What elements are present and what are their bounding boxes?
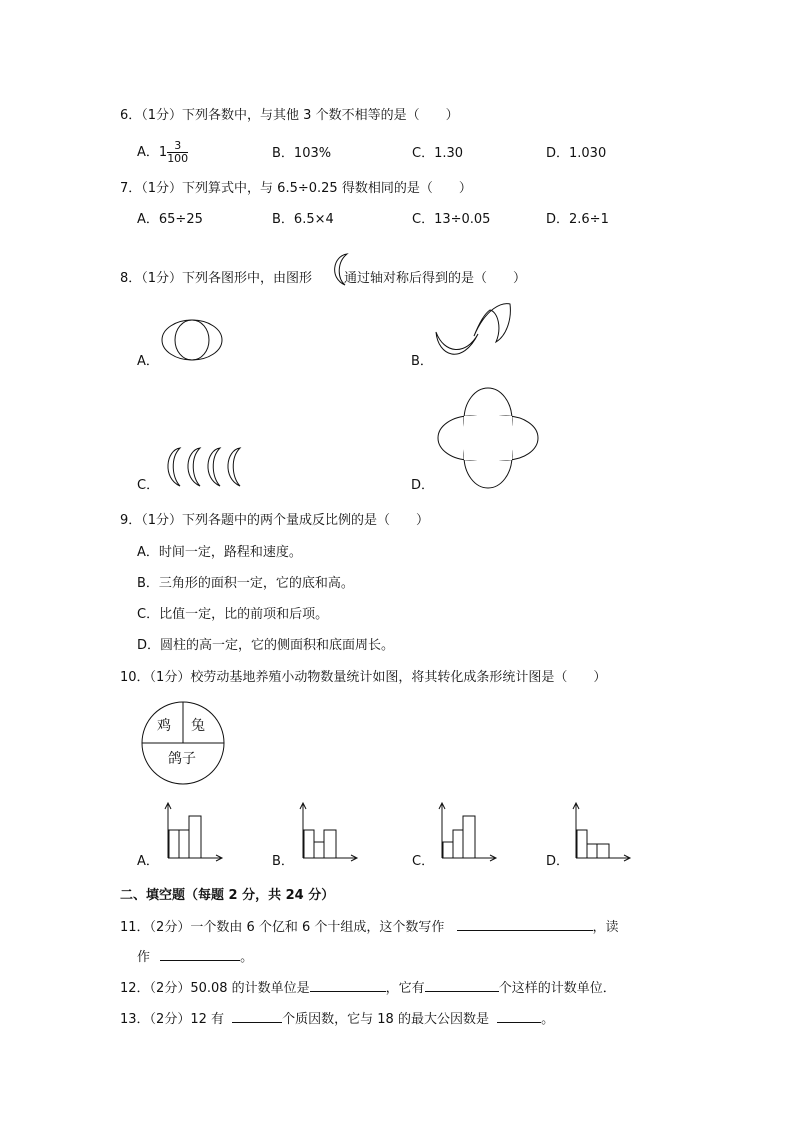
question-10-option-a[interactable]: A． — [137, 854, 159, 869]
option-d-four-petal-figure[interactable] — [436, 386, 540, 490]
question-11-text: 11．（2分）一个数由 6 个亿和 6 个十组成，这个数写作 — [120, 920, 445, 935]
question-11-read-text: 作 — [137, 950, 151, 965]
option-b-bar-chart[interactable] — [295, 800, 361, 864]
option-a-bar-chart[interactable] — [160, 800, 226, 864]
section-2-heading: 二、填空题（每题 2 分，共 24 分） — [120, 888, 335, 903]
question-11-end: 。 — [240, 950, 254, 965]
question-10-stem: 10．（1分）校劳动基地养殖小动物数量统计如图，将其转化成条形统计图是（ ） — [120, 670, 607, 685]
fraction-numerator: 3 — [167, 140, 188, 153]
question-10-option-b[interactable]: B． — [272, 854, 294, 869]
question-9-option-b[interactable]: B．三角形的面积一定，它的底和高。 — [137, 576, 354, 591]
question-6-option-a[interactable] — [137, 140, 188, 165]
option-label: A． — [137, 145, 159, 160]
question-13-end: 。 — [541, 1012, 555, 1027]
question-6-option-c[interactable]: C．1.30 — [412, 146, 464, 161]
pie-chart-figure — [140, 700, 226, 786]
question-9-option-d[interactable]: D．圆柱的高一定，它的侧面积和底面周长。 — [137, 638, 395, 653]
question-11-line-1 — [120, 916, 619, 935]
option-b-s-shaped-figure[interactable] — [432, 300, 516, 368]
question-10-option-d[interactable]: D． — [546, 854, 570, 869]
question-8-option-b[interactable]: B． — [411, 354, 433, 369]
option-d-bar-chart[interactable] — [568, 800, 634, 864]
question-13-prime-factor-blank[interactable] — [232, 1008, 282, 1023]
fraction-denominator: 100 — [167, 152, 189, 165]
question-8-option-a[interactable]: A． — [137, 354, 159, 369]
question-9-option-a[interactable]: A．时间一定，路程和速度。 — [137, 545, 302, 560]
question-11-line-2 — [137, 946, 253, 965]
question-11-read-blank[interactable] — [160, 946, 240, 961]
question-12-mid: ，它有 — [385, 981, 425, 996]
question-8-option-d[interactable]: D． — [411, 478, 435, 493]
question-10-option-c[interactable]: C． — [412, 854, 435, 869]
question-11-read-prefix: ，读 — [592, 920, 619, 935]
question-13-text: 13．（2分）12 有 — [120, 1012, 224, 1027]
question-7-option-c[interactable]: C．13÷0.05 — [412, 212, 491, 227]
option-c-repeated-crescents-figure[interactable] — [160, 446, 250, 488]
question-11-written-blank[interactable] — [457, 916, 593, 931]
question-12-count-blank[interactable] — [425, 977, 499, 992]
fraction — [167, 140, 188, 165]
question-6-option-b[interactable]: B．103% — [272, 146, 332, 161]
question-9-option-c[interactable]: C．比值一定，比的前项和后项。 — [137, 607, 329, 622]
question-12-end: 个这样的计数单位． — [498, 981, 616, 996]
question-6-stem: 6．（1分）下列各数中，与其他 3 个数不相等的是（ ） — [120, 108, 459, 123]
question-12-unit-blank[interactable] — [310, 977, 386, 992]
question-6-option-d[interactable]: D．1.030 — [546, 146, 607, 161]
option-a-symmetric-crescents-figure[interactable] — [160, 316, 226, 364]
question-12-line — [120, 977, 616, 996]
question-13-mid: 个质因数，它与 18 的最大公因数是 — [282, 1012, 489, 1027]
option-c-bar-chart[interactable] — [434, 800, 500, 864]
pie-label-rabbit: 兔 — [191, 718, 205, 734]
pie-label-chicken: 鸡 — [157, 718, 171, 734]
question-8-stem-end: 通过轴对称后得到的是（ ） — [344, 271, 527, 286]
question-8-option-c[interactable]: C． — [137, 478, 160, 493]
question-7-stem: 7．（1分）下列算式中，与 6.5÷0.25 得数相同的是（ ） — [120, 181, 472, 196]
question-7-option-b[interactable]: B．6.5×4 — [272, 212, 334, 227]
question-13-line — [120, 1008, 554, 1027]
question-8-stem-start: 8．（1分）下列各图形中，由图形 — [120, 271, 313, 286]
mixed-number-whole: 1 — [158, 145, 168, 160]
question-12-text: 12．（2分）50.08 的计数单位是 — [120, 981, 310, 996]
question-13-gcd-blank[interactable] — [497, 1008, 541, 1023]
question-7-option-d[interactable]: D．2.6÷1 — [546, 212, 609, 227]
question-7-option-a[interactable]: A．65÷25 — [137, 212, 203, 227]
question-9-stem: 9．（1分）下列各题中的两个量成反比例的是（ ） — [120, 513, 430, 528]
pie-label-pigeon: 鸽子 — [168, 751, 196, 767]
